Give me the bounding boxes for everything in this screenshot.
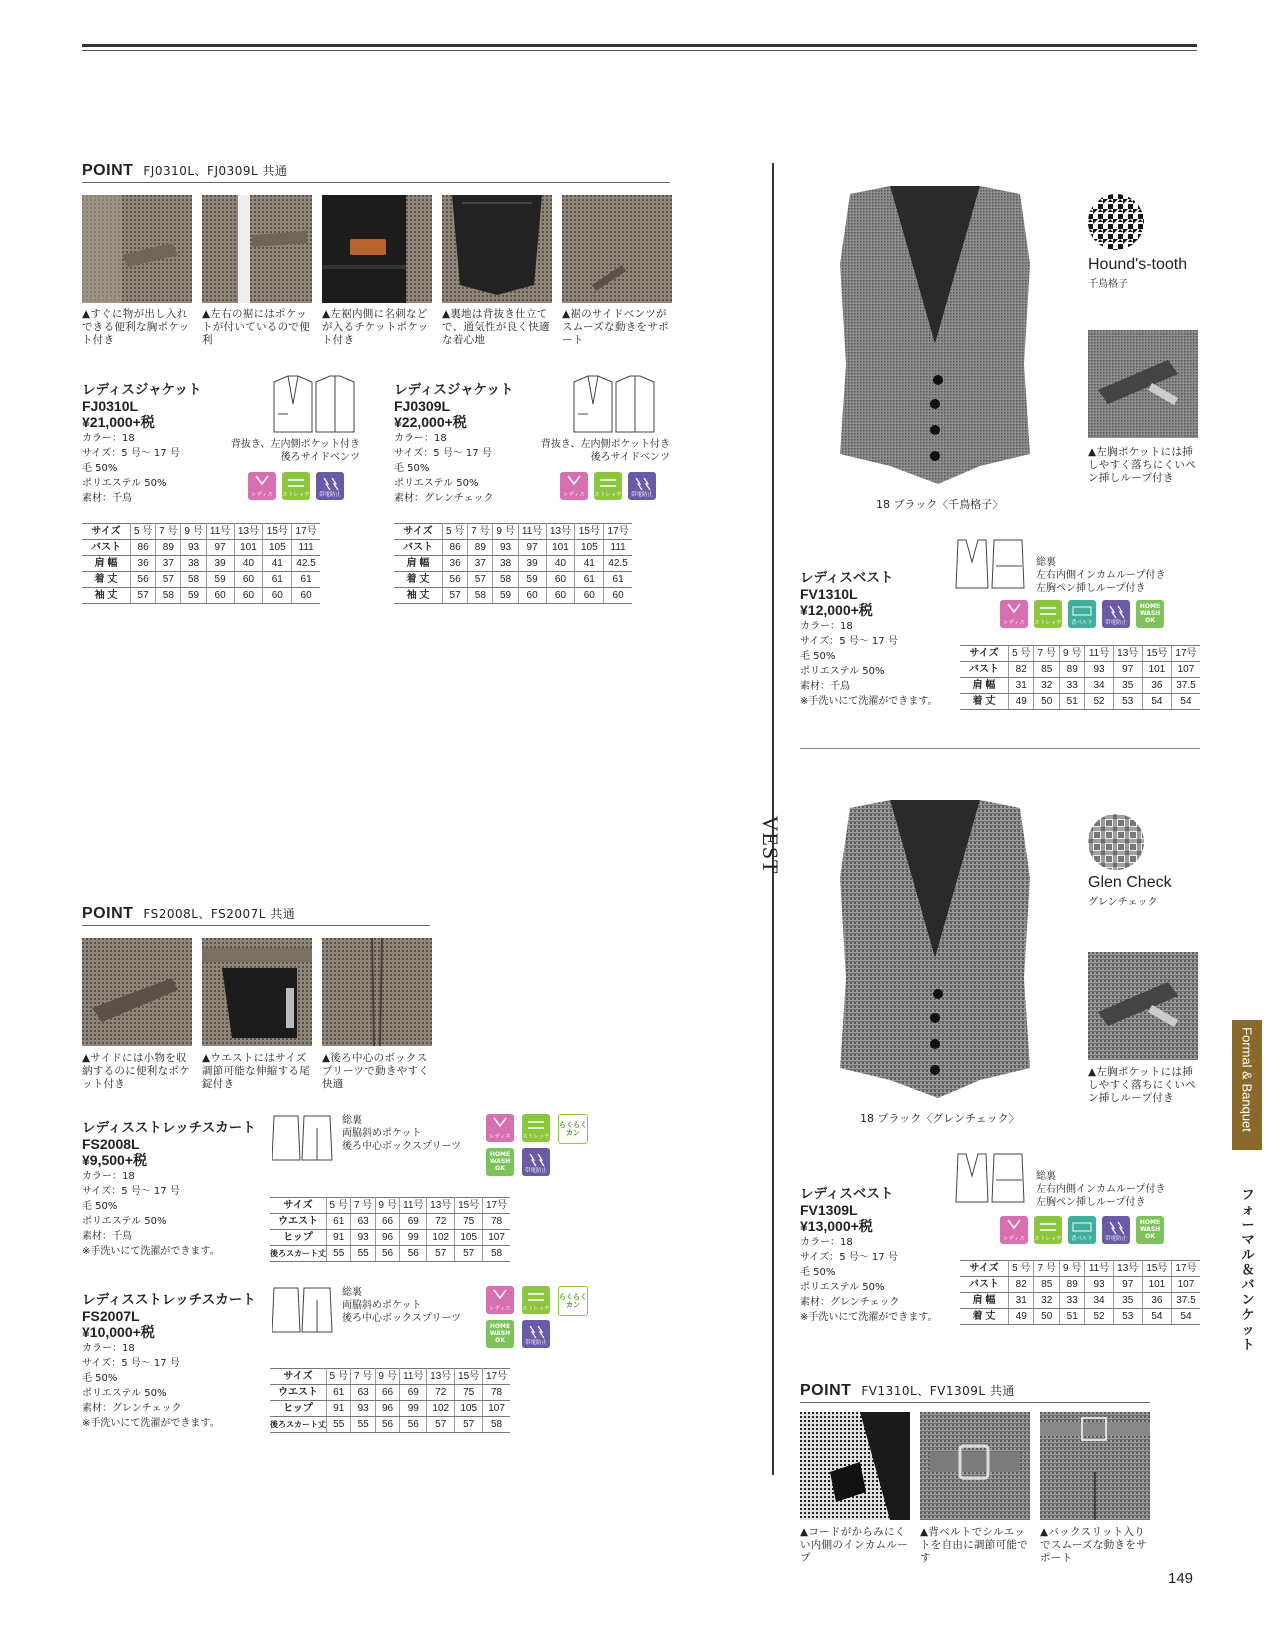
- ladies-icon: レディス: [560, 472, 588, 500]
- jacket-caption-4: ▲裏地は背抜き仕立てで、通気性が良く快適な着心地: [442, 308, 550, 346]
- top-rule: [82, 44, 1197, 47]
- table-row: 肩 幅 31 32 33 34 35 36 37.5: [960, 1293, 1200, 1309]
- antistatic-icon: 帯電防止: [1102, 1216, 1130, 1244]
- spec-wool: 毛 50%: [82, 1373, 118, 1384]
- product-name: レディスストレッチスカート: [82, 1120, 256, 1136]
- table-row: サイズ 5 号 7 号 9 号 11号 13号 15号 17号: [960, 646, 1200, 662]
- product-fs2008l: [82, 1120, 262, 1259]
- home-wash-icon: HOME WASH OK: [1136, 1216, 1164, 1244]
- feature-1: 総裏: [342, 1115, 362, 1126]
- skirt-caption-2: ▲ウエストにはサイズ調節可能な伸縮する尾錠付き: [202, 1052, 310, 1090]
- spec-wash: ※手洗いにて洗濯ができます。: [82, 1418, 220, 1429]
- jacket-caption-2: ▲左右の裾にはポケットが付いているので便利: [202, 308, 310, 346]
- table-row: バスト 82 85 89 93 97 101 107: [960, 1277, 1200, 1293]
- ladies-icon: レディス: [248, 472, 276, 500]
- point-codes: FS2008L、FS2007L 共通: [143, 907, 296, 921]
- table-row: バスト 82 85 89 93 97 101 107: [960, 662, 1200, 678]
- vest-caption-3: ▲バックスリット入りでスムーズな動きをサポート: [1040, 1526, 1147, 1564]
- table-row: サイズ 5 号 7 号 9 号 11号 13号 15号 17号: [960, 1261, 1200, 1277]
- fj0310l-size-table: [82, 523, 320, 604]
- table-row: 後ろスカート丈 55 55 56 56 57 57 58: [270, 1417, 510, 1433]
- product-price: ¥13,000+税: [800, 1218, 873, 1234]
- spec-size: サイズ：5 号～ 17 号: [394, 448, 492, 459]
- feature-1: 背抜き、左内側ポケット付き: [540, 439, 670, 450]
- ladies-icon: レディス: [1000, 1216, 1028, 1244]
- jacket-caption-5: ▲裾のサイドベンツがスムーズな動きをサポート: [562, 308, 669, 346]
- section-label: VEST: [758, 815, 783, 875]
- product-code: FS2007L: [82, 1308, 140, 1324]
- table-row: 着 丈 56 57 58 59 60 61 61: [82, 572, 320, 588]
- product-name: レディスジャケット: [394, 382, 514, 398]
- point-underline: [82, 925, 430, 926]
- spec-poly: ポリエステル 50%: [800, 1282, 885, 1293]
- skirt-caption-1: ▲サイドには小物を収納するのに便利なポケット付き: [82, 1052, 190, 1090]
- jacket-line-drawing: [568, 374, 658, 440]
- product-code: FV1310L: [800, 586, 858, 602]
- table-row: 肩 幅 36 37 38 39 40 41 42.5: [82, 556, 320, 572]
- table-row: サイズ 5 号 7 号 9 号 11号 13号 15号 17号: [82, 524, 320, 540]
- feature-3: 左胸ペン挿しループ付き: [1036, 583, 1146, 594]
- point-codes: FV1310L、FV1309L 共通: [861, 1384, 1015, 1398]
- vest-photo-back-belt: [920, 1412, 1030, 1520]
- table-row: ウエスト 61 63 66 69 72 75 78: [270, 1385, 510, 1401]
- table-row: ヒップ 91 93 96 99 102 105 107: [270, 1230, 510, 1246]
- product-price: ¥12,000+税: [800, 602, 873, 618]
- product-name: レディスベスト: [800, 570, 894, 586]
- stretch-icon: ストレッチ: [522, 1286, 550, 1314]
- vest1-color-caption: 18 ブラック〈千鳥格子〉: [876, 498, 1004, 511]
- feature-2: 左右内側インカムループ付き: [1036, 1184, 1166, 1195]
- vest1-closeup-caption: ▲左胸ポケットには挿しやすく落ちにくいペン挿しループ付き: [1088, 446, 1196, 484]
- spec-color: カラー：18: [82, 1171, 135, 1182]
- jacket-photo-lining: [442, 195, 552, 303]
- jacket-photo-ticket-pocket: [322, 195, 432, 303]
- table-row: 袖 丈 57 58 59 60 60 60 60: [394, 588, 632, 604]
- feature-3: 後ろ中心ボックスプリーツ: [342, 1141, 462, 1152]
- vest-point-heading: [800, 1380, 1015, 1400]
- ladies-icon: レディス: [1000, 600, 1028, 628]
- feature-1: 総裏: [1036, 557, 1056, 568]
- home-wash-icon: HOME WASH OK: [486, 1148, 514, 1176]
- vest-line-drawing: [954, 1152, 1026, 1212]
- product-fv1309l: [800, 1186, 960, 1325]
- feature-2: 後ろサイドベンツ: [280, 452, 360, 463]
- vest2-pen-loop-photo: [1088, 952, 1198, 1060]
- jacket-photo-hem-pocket: [202, 195, 312, 303]
- fs2008l-features: [342, 1114, 472, 1153]
- feature-2: 両脇斜めポケット: [342, 1300, 422, 1311]
- spec-color: カラー：18: [394, 433, 447, 444]
- spec-wool: 毛 50%: [800, 651, 836, 662]
- point-underline: [800, 1402, 1150, 1403]
- category-jp-vertical: フォーマル＆バンケット: [1241, 1188, 1255, 1353]
- table-row: バスト 86 89 93 97 101 105 111: [82, 540, 320, 556]
- spec-poly: ポリエステル 50%: [800, 666, 885, 677]
- product-price: ¥22,000+税: [394, 414, 467, 430]
- feature-3: 後ろ中心ボックスプリーツ: [342, 1313, 462, 1324]
- table-row: 着 丈 56 57 58 59 60 61 61: [394, 572, 632, 588]
- product-price: ¥9,500+税: [82, 1152, 147, 1168]
- jacket-point-heading: [82, 160, 288, 180]
- houndstooth-swatch: [1088, 194, 1144, 250]
- swatch-name: Hound's-tooth: [1088, 256, 1188, 273]
- stretch-icon: ストレッチ: [282, 472, 310, 500]
- product-code: FJ0309L: [394, 398, 451, 414]
- vest1-pen-loop-photo: [1088, 330, 1198, 438]
- jacket-caption-3: ▲左裾内側に名刺などが入るチケットポケット付き: [322, 308, 429, 346]
- product-fj0310l: [82, 382, 232, 506]
- home-wash-icon: HOME WASH OK: [1136, 600, 1164, 628]
- vest2-color-caption: 18 ブラック〈グレンチェック〉: [860, 1112, 1020, 1125]
- skirt-line-drawing: [272, 1286, 336, 1340]
- back-belt-icon: 背ベルト: [1068, 600, 1096, 628]
- point-label: POINT: [800, 1382, 852, 1399]
- spec-wash: ※手洗いにて洗濯ができます。: [82, 1246, 220, 1257]
- product-code: FV1309L: [800, 1202, 858, 1218]
- point-underline: [82, 182, 670, 183]
- fs2007l-features: [342, 1286, 472, 1325]
- fs2008l-size-table: [270, 1197, 510, 1262]
- vest2-features: [1036, 1170, 1186, 1209]
- jacket-photo-side-vent: [562, 195, 672, 303]
- point-label: POINT: [82, 162, 134, 179]
- swatch-jp: 千鳥格子: [1088, 279, 1128, 290]
- point-label: POINT: [82, 905, 134, 922]
- skirt-caption-3: ▲後ろ中心のボックスプリーツで動きやすく快適: [322, 1052, 430, 1090]
- antistatic-icon: 帯電防止: [522, 1320, 550, 1348]
- vest-caption-2: ▲背ベルトでシルエットを自由に調節可能です: [920, 1526, 1028, 1564]
- spec-material: 素材：千鳥: [82, 1231, 132, 1242]
- skirt-photo-side-pocket: [82, 938, 192, 1046]
- vest-glencheck-photo: [830, 798, 1040, 1102]
- swatch-name: Glen Check: [1088, 874, 1172, 891]
- spec-color: カラー：18: [82, 433, 135, 444]
- spec-wool: 毛 50%: [394, 463, 430, 474]
- spec-poly: ポリエステル 50%: [394, 478, 479, 489]
- spec-material: 素材：千鳥: [800, 681, 850, 692]
- spec-poly: ポリエステル 50%: [82, 478, 167, 489]
- home-wash-icon: HOME WASH OK: [486, 1320, 514, 1348]
- product-price: ¥10,000+税: [82, 1324, 155, 1340]
- point-codes: FJ0310L、FJ0309L 共通: [143, 164, 288, 178]
- skirt-photo-box-pleat: [322, 938, 432, 1046]
- antistatic-icon: 帯電防止: [628, 472, 656, 500]
- ladies-icon: レディス: [486, 1286, 514, 1314]
- spec-color: カラー：18: [82, 1343, 135, 1354]
- spec-wash: ※手洗いにて洗濯ができます。: [800, 1312, 938, 1323]
- table-row: バスト 86 89 93 97 101 105 111: [394, 540, 632, 556]
- stretch-icon: ストレッチ: [1034, 600, 1062, 628]
- category-tab[interactable]: [1232, 1020, 1262, 1150]
- spec-material: 素材：グレンチェック: [800, 1297, 900, 1308]
- top-rule-thin: [82, 50, 1197, 51]
- spec-wool: 毛 50%: [800, 1267, 836, 1278]
- easy-fit-icon: らくらくカン: [558, 1286, 588, 1316]
- easy-fit-icon: らくらくカン: [558, 1114, 588, 1144]
- antistatic-icon: 帯電防止: [316, 472, 344, 500]
- spec-size: サイズ：5 号～ 17 号: [800, 636, 898, 647]
- product-name: レディスジャケット: [82, 382, 202, 398]
- feature-1: 背抜き、左内側ポケット付き: [230, 439, 360, 450]
- product-fs2007l: [82, 1292, 262, 1431]
- spec-wash: ※手洗いにて洗濯ができます。: [800, 696, 938, 707]
- product-code: FJ0310L: [82, 398, 139, 414]
- product-fv1310l: [800, 570, 960, 709]
- page-number: 149: [1168, 1570, 1194, 1587]
- spec-size: サイズ：5 号～ 17 号: [82, 448, 180, 459]
- feature-3: 左胸ペン挿しループ付き: [1036, 1197, 1146, 1208]
- back-belt-icon: 背ベルト: [1068, 1216, 1096, 1244]
- table-row: サイズ 5 号 7 号 9 号 11号 13号 15号 17号: [394, 524, 632, 540]
- category-tab-label: Formal & Banquet: [1239, 1027, 1255, 1132]
- fj0309l-features: [520, 438, 670, 464]
- fj0309l-size-table: [394, 523, 632, 604]
- stretch-icon: ストレッチ: [594, 472, 622, 500]
- skirt-line-drawing: [272, 1114, 336, 1168]
- feature-2: 左右内側インカムループ付き: [1036, 570, 1166, 581]
- spec-material: 素材：千鳥: [82, 493, 132, 504]
- spec-wool: 毛 50%: [82, 1201, 118, 1212]
- fs2007l-size-table: [270, 1368, 510, 1433]
- antistatic-icon: 帯電防止: [1102, 600, 1130, 628]
- antistatic-icon: 帯電防止: [522, 1148, 550, 1176]
- vest2-closeup-caption: ▲左胸ポケットには挿しやすく落ちにくいペン挿しループ付き: [1088, 1066, 1196, 1104]
- spec-size: サイズ：5 号～ 17 号: [82, 1186, 180, 1197]
- vest-line-drawing: [954, 538, 1026, 598]
- spec-size: サイズ：5 号～ 17 号: [82, 1358, 180, 1369]
- table-row: サイズ 5 号 7 号 9 号 11号 13号 15号 17号: [270, 1198, 510, 1214]
- spec-material: 素材：グレンチェック: [82, 1403, 182, 1414]
- vest-houndstooth-photo: [830, 184, 1040, 488]
- vest1-features: [1036, 556, 1186, 595]
- vest-section-separator: [800, 748, 1200, 749]
- product-code: FS2008L: [82, 1136, 140, 1152]
- product-name: レディスベスト: [800, 1186, 894, 1202]
- table-row: ヒップ 91 93 96 99 102 105 107: [270, 1401, 510, 1417]
- vest-photo-incam-loop: [800, 1412, 910, 1520]
- fv1310l-size-table: [960, 645, 1200, 710]
- skirt-point-heading: [82, 903, 295, 923]
- fv1309l-size-table: [960, 1260, 1200, 1325]
- spec-color: カラー：18: [800, 621, 853, 632]
- table-row: 着 丈 49 50 51 52 53 54 54: [960, 1309, 1200, 1325]
- spec-poly: ポリエステル 50%: [82, 1216, 167, 1227]
- feature-1: 総裏: [342, 1287, 362, 1298]
- glencheck-swatch: [1088, 814, 1144, 870]
- table-row: サイズ 5 号 7 号 9 号 11号 13号 15号 17号: [270, 1369, 510, 1385]
- spec-poly: ポリエステル 50%: [82, 1388, 167, 1399]
- spec-material: 素材：グレンチェック: [394, 493, 494, 504]
- spec-size: サイズ：5 号～ 17 号: [800, 1252, 898, 1263]
- feature-1: 総裏: [1036, 1171, 1056, 1182]
- swatch-jp: グレンチェック: [1088, 897, 1158, 908]
- vest-caption-1: ▲コードがからみにくい内側のインカムループ: [800, 1526, 908, 1564]
- table-row: ウエスト 61 63 66 69 72 75 78: [270, 1214, 510, 1230]
- table-row: 肩 幅 31 32 33 34 35 36 37.5: [960, 678, 1200, 694]
- product-name: レディスストレッチスカート: [82, 1292, 256, 1308]
- ladies-icon: レディス: [486, 1114, 514, 1142]
- feature-2: 両脇斜めポケット: [342, 1128, 422, 1139]
- table-row: 後ろスカート丈 55 55 56 56 57 57 58: [270, 1246, 510, 1262]
- spec-color: カラー：18: [800, 1237, 853, 1248]
- vest-photo-back-slit: [1040, 1412, 1150, 1520]
- stretch-icon: ストレッチ: [522, 1114, 550, 1142]
- jacket-caption-1: ▲すぐに物が出し入れできる便利な胸ポケット付き: [82, 308, 190, 346]
- fj0310l-features: [220, 438, 360, 464]
- jacket-photo-chest-pocket: [82, 195, 192, 303]
- stretch-icon: ストレッチ: [1034, 1216, 1062, 1244]
- feature-2: 後ろサイドベンツ: [590, 452, 670, 463]
- skirt-photo-waist-adjuster: [202, 938, 312, 1046]
- table-row: 肩 幅 36 37 38 39 40 41 42.5: [394, 556, 632, 572]
- jacket-line-drawing: [268, 374, 358, 440]
- table-row: 着 丈 49 50 51 52 53 54 54: [960, 694, 1200, 710]
- table-row: 袖 丈 57 58 59 60 60 60 60: [82, 588, 320, 604]
- spec-wool: 毛 50%: [82, 463, 118, 474]
- product-price: ¥21,000+税: [82, 414, 155, 430]
